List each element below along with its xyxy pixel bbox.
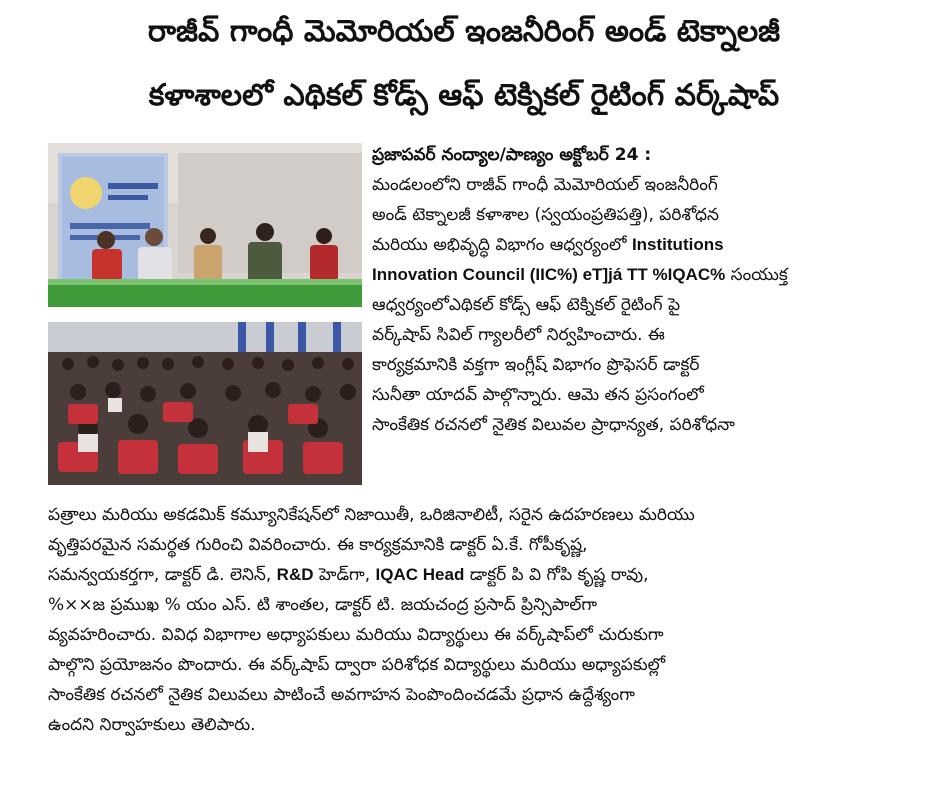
- text-line: [372, 260, 892, 290]
- text-line: కార్యక్రమానికి వక్తగా ఇంగ్లీష్ విభాగం ప్రొఫెసర్ డాక్టర్: [372, 355, 700, 375]
- text-line: పాల్గొని ప్రయోజనం పొందారు. ఈ వర్క్‌షాప్ ద్వారా పరిశోధక విద్యార్థులు మరియు అధ్యాపకుల్లో: [48, 655, 666, 675]
- stage-photo: [48, 143, 362, 307]
- text-line: అండ్ టెక్నాలజీ కళాశాల (స్వయంప్రతిపత్తి), పరిశోధన: [372, 205, 719, 225]
- article-column-text: [372, 140, 892, 440]
- text-line: వ్యవహరించారు. వివిధ విభాగాల అధ్యాపకులు మరియు విద్యార్థులు ఈ వర్క్‌షాప్‌లో చురుకుగా: [48, 625, 664, 645]
- text-line: మండలంలోని రాజీవ్ గాంధీ మెమోరియల్ ఇంజనీరింగ్: [372, 175, 718, 195]
- text-line: పత్రాలు మరియు అకడమిక్ కమ్యూనికేషన్‌లో నిజాయితీ, ఒరిజినాలిటీ, సరైన ఉదహరణలు మరియు: [48, 505, 695, 525]
- bold-term: IQAC Head: [375, 565, 465, 584]
- audience-photo: [48, 322, 362, 485]
- headline-line-1: రాజీవ్ గాంధీ మెమోరియల్ ఇంజనీరింగ్ అండ్ టెక్నాలజీ: [147, 14, 781, 49]
- headline-line-2: కళాశాలలో ఎథికల్ కోడ్స్ ఆఫ్ టెక్నికల్ రైటింగ్ వర్క్‌షాప్: [148, 78, 780, 113]
- text-line: వర్క్‌షాప్ సివిల్ గ్యాలరీలో నిర్వహించారు. ఈ: [372, 325, 665, 345]
- text-line: సాంకేతిక రచనలో నైతిక విలువల ప్రాధాన్యత, పరిశోధనా: [372, 415, 735, 435]
- text-segment: సంయుక్త: [725, 265, 788, 285]
- text-line: సునీతా యాదవ్ పాల్గొన్నారు. ఆమె తన ప్రసంగంలో: [372, 385, 704, 405]
- text-line: సాంకేతిక రచనలో నైతిక విలువలు పాటించే అవగాహన పెంపొందించడమే ప్రధాన ఉద్దేశ్యంగా: [48, 685, 635, 705]
- text-line: వృత్తిపరమైన సమర్థత గురించి వివరించారు. ఈ కార్యక్రమానికి డాక్టర్ ఏ.కే. గోపీకృష్ణ,: [48, 535, 588, 555]
- text-line: [48, 560, 894, 590]
- article-full-width-text: [48, 500, 894, 740]
- text-line: [372, 230, 892, 260]
- bold-term: Innovation Council (IIC%) eT]já TT %IQAC%: [372, 265, 726, 284]
- text-segment: డాక్టర్ పి వి గోపి కృష్ణ రావు,: [464, 565, 649, 585]
- bold-term: Institutions: [631, 235, 724, 254]
- text-line: %××జ ప్రముఖ % యం ఎస్. టి శాంతల, డాక్టర్ టి. జయచంద్ర ప్రసాద్ ప్రిన్సిపాల్‌గా: [48, 595, 598, 615]
- text-segment: హెడ్‌గా,: [313, 565, 371, 585]
- dateline: ప్రజాపవర్ నంద్యాల/పాణ్యం అక్టోబర్ 24 :: [372, 145, 652, 165]
- text-segment: మరియు అభివృద్ధి విభాగం ఆధ్వర్యంలో: [372, 235, 627, 255]
- text-line: ఉందని నిర్వాహకులు తెలిపారు.: [48, 715, 256, 735]
- text-line: ఆధ్వర్యంలోఎథికల్ కోడ్స్ ఆఫ్ టెక్నికల్ రైటింగ్ పై: [372, 295, 681, 315]
- text-segment: సమన్వయకర్తగా, డాక్టర్ డి. లెనిన్,: [48, 565, 272, 585]
- bold-term: R&D: [276, 565, 314, 584]
